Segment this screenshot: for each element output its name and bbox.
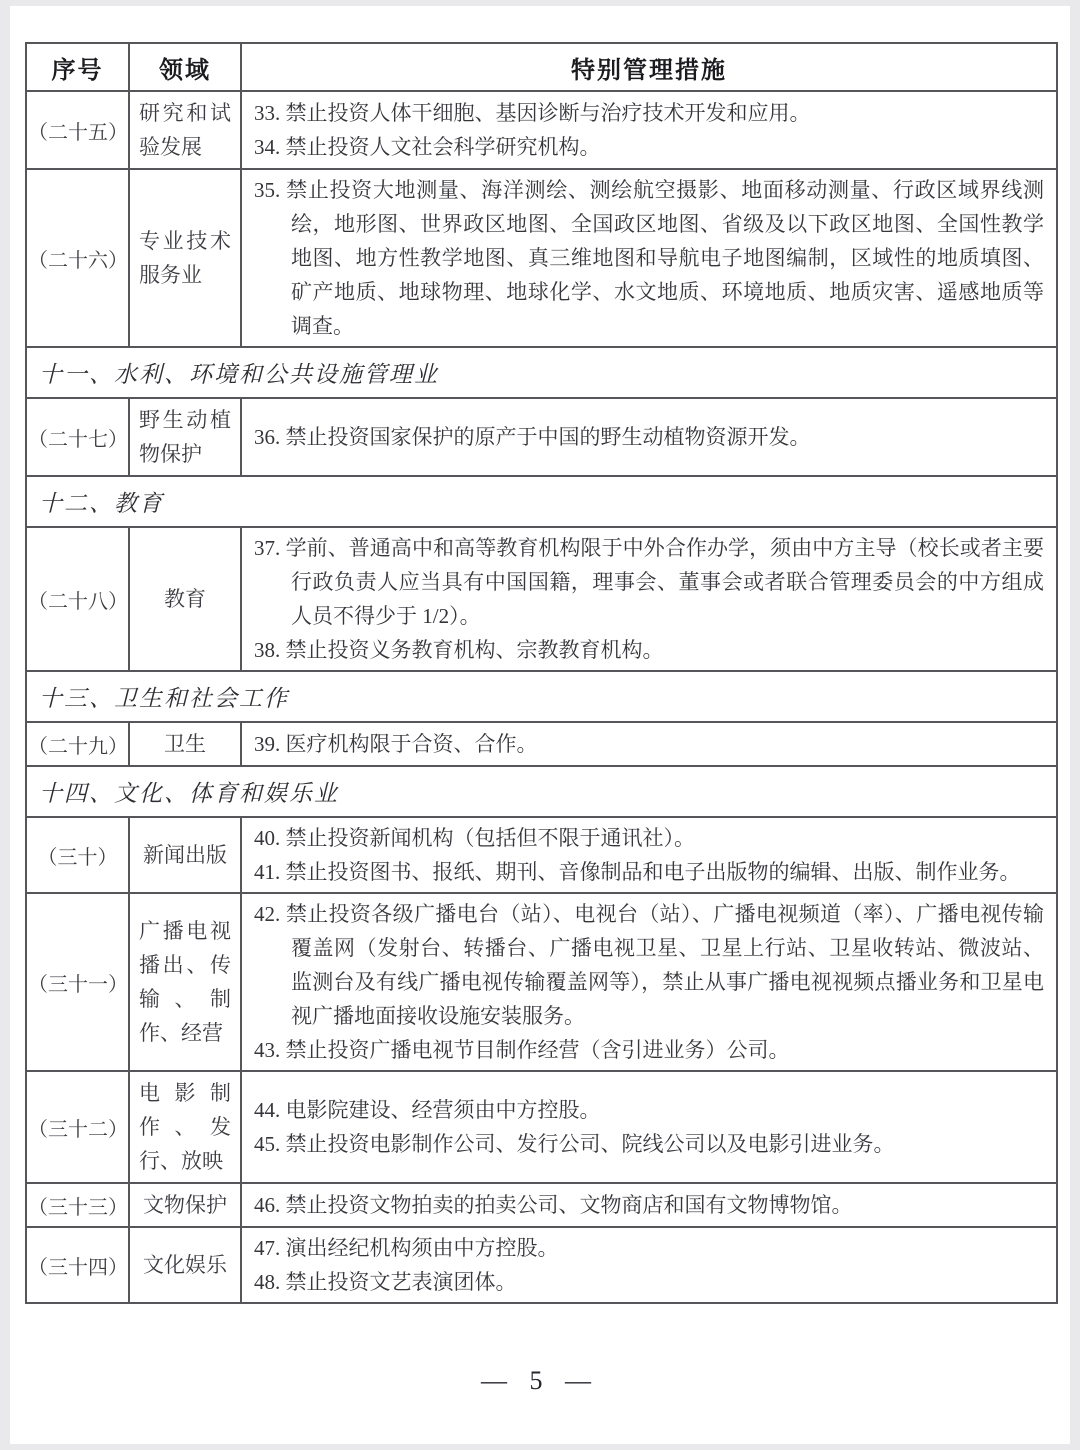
index-cell: （三十二） bbox=[26, 1071, 129, 1183]
measure-item: 45. 禁止投资电影制作公司、发行公司、院线公司以及电影引进业务。 bbox=[254, 1132, 895, 1156]
index-cell: （三十三） bbox=[26, 1183, 129, 1227]
data-row bbox=[26, 527, 1057, 671]
measure-item: 36. 禁止投资国家保护的原产于中国的野生动植物资源开发。 bbox=[254, 425, 811, 449]
field-cell: 广播电视播出、传输、制作、经营 bbox=[129, 893, 241, 1071]
measures-cell bbox=[241, 893, 1057, 1071]
field-cell: 文化娱乐 bbox=[129, 1227, 241, 1303]
data-row bbox=[26, 893, 1057, 1071]
field-cell: 野生动植物保护 bbox=[129, 398, 241, 476]
field-cell: 电影制作、发行、放映 bbox=[129, 1071, 241, 1183]
measure-item: 46. 禁止投资文物拍卖的拍卖公司、文物商店和国有文物博物馆。 bbox=[254, 1193, 853, 1217]
measure-item: 42. 禁止投资各级广播电台（站）、电视台（站）、广播电视频道（率）、广播电视传输覆盖网（发射台、转播台、广播电视卫星、卫星上行站、卫星收转站、微波站、监测台及有线广播电视传输覆盖网等），禁止从事广播电视视频点播业务和卫星电视广播地面接收设施安装服务。 bbox=[254, 902, 1044, 1028]
measure-item: 35. 禁止投资大地测量、海洋测绘、测绘航空摄影、地面移动测量、行政区域界线测绘，地形图、世界政区地图、全国政区地图、省级及以下政区地图、全国性教学地图、地方性教学地图、真三维地图和导航电子地图编制，区域性的地质填图、矿产地质、地球物理、地球化学、水文地质、环境地质、地质灾害、遥感地质等调查。 bbox=[254, 178, 1044, 338]
measure-item: 47. 演出经纪机构须由中方控股。 bbox=[254, 1236, 559, 1260]
table-body bbox=[26, 91, 1057, 1303]
section-row bbox=[26, 671, 1057, 722]
special-measures-table bbox=[25, 42, 1058, 1304]
data-row bbox=[26, 1071, 1057, 1183]
measures-cell bbox=[241, 1183, 1057, 1227]
header-field: 领域 bbox=[129, 43, 241, 91]
section-label: 十四、文化、体育和娱乐业 bbox=[26, 766, 1057, 817]
section-label: 十二、教育 bbox=[26, 476, 1057, 527]
data-row bbox=[26, 722, 1057, 766]
data-row bbox=[26, 817, 1057, 893]
data-row bbox=[26, 169, 1057, 347]
section-row bbox=[26, 476, 1057, 527]
measure-item: 39. 医疗机构限于合资、合作。 bbox=[254, 732, 538, 756]
field-cell: 研究和试验发展 bbox=[129, 91, 241, 169]
section-row bbox=[26, 766, 1057, 817]
index-cell: （三十一） bbox=[26, 893, 129, 1071]
data-row bbox=[26, 91, 1057, 169]
measure-item: 33. 禁止投资人体干细胞、基因诊断与治疗技术开发和应用。 bbox=[254, 101, 811, 125]
measure-item: 40. 禁止投资新闻机构（包括但不限于通讯社）。 bbox=[254, 826, 695, 850]
measure-item: 38. 禁止投资义务教育机构、宗教教育机构。 bbox=[254, 638, 664, 662]
field-cell: 卫生 bbox=[129, 722, 241, 766]
field-cell: 新闻出版 bbox=[129, 817, 241, 893]
measures-cell bbox=[241, 722, 1057, 766]
index-cell: （二十七） bbox=[26, 398, 129, 476]
index-cell: （三十） bbox=[26, 817, 129, 893]
index-cell: （二十六） bbox=[26, 169, 129, 347]
field-cell: 专业技术服务业 bbox=[129, 169, 241, 347]
measure-item: 34. 禁止投资人文社会科学研究机构。 bbox=[254, 135, 601, 159]
measures-cell bbox=[241, 398, 1057, 476]
field-cell: 教育 bbox=[129, 527, 241, 671]
measure-item: 48. 禁止投资文艺表演团体。 bbox=[254, 1270, 517, 1294]
section-label: 十一、水利、环境和公共设施管理业 bbox=[26, 347, 1057, 398]
measure-item: 37. 学前、普通高中和高等教育机构限于中外合作办学，须由中方主导（校长或者主要行政负责人应当具有中国国籍，理事会、董事会或者联合管理委员会的中方组成人员不得少于 1/2）。 bbox=[254, 536, 1044, 628]
measures-cell bbox=[241, 817, 1057, 893]
data-row bbox=[26, 398, 1057, 476]
measures-cell bbox=[241, 91, 1057, 169]
header-measures: 特别管理措施 bbox=[241, 43, 1057, 91]
table-header-row bbox=[26, 43, 1057, 91]
document-page bbox=[10, 6, 1070, 1444]
data-row bbox=[26, 1227, 1057, 1303]
index-cell: （二十九） bbox=[26, 722, 129, 766]
measure-item: 41. 禁止投资图书、报纸、期刊、音像制品和电子出版物的编辑、出版、制作业务。 bbox=[254, 860, 1021, 884]
section-row bbox=[26, 347, 1057, 398]
measures-cell bbox=[241, 1227, 1057, 1303]
index-cell: （二十五） bbox=[26, 91, 129, 169]
page-number: — 5 — bbox=[481, 1366, 599, 1395]
section-label: 十三、卫生和社会工作 bbox=[26, 671, 1057, 722]
measure-item: 44. 电影院建设、经营须由中方控股。 bbox=[254, 1098, 601, 1122]
measures-cell bbox=[241, 169, 1057, 347]
header-index: 序号 bbox=[26, 43, 129, 91]
index-cell: （三十四） bbox=[26, 1227, 129, 1303]
field-cell: 文物保护 bbox=[129, 1183, 241, 1227]
measures-cell bbox=[241, 527, 1057, 671]
data-row bbox=[26, 1183, 1057, 1227]
measures-cell bbox=[241, 1071, 1057, 1183]
index-cell: （二十八） bbox=[26, 527, 129, 671]
measure-item: 43. 禁止投资广播电视节目制作经营（含引进业务）公司。 bbox=[254, 1038, 790, 1062]
